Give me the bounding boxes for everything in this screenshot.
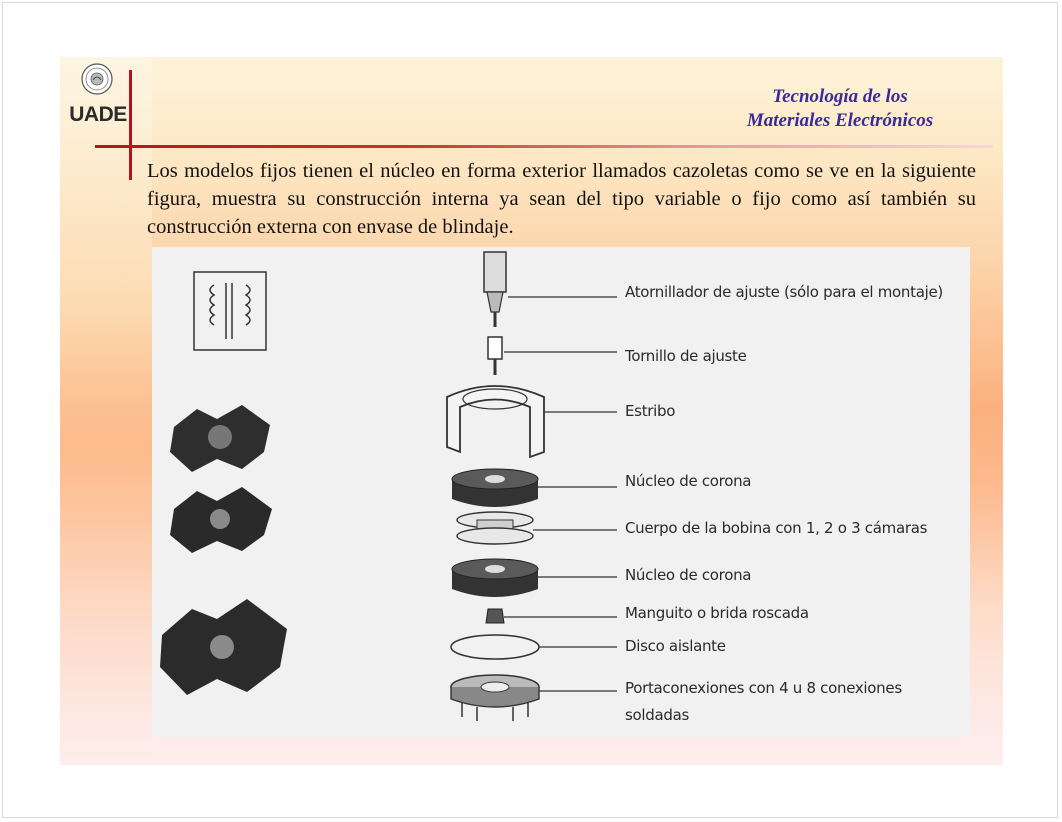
- label-terminal-holder: Portaconexiones con 4 u 8 conexiones: [625, 679, 902, 697]
- body-paragraph: Los modelos fijos tienen el núcleo en forma exterior llamados cazoletas como se ve en la siguiente figura, muestra su construcción interna ya sean del tipo variable o fijo como así también su construcción externa con envase de blindaje.: [147, 160, 976, 238]
- pot-core-exploded-figure: [152, 247, 970, 737]
- uade-logo: [68, 63, 127, 133]
- label-terminal-holder-cont: soldadas: [625, 706, 690, 724]
- course-title: [710, 85, 970, 133]
- crown-core-upper-icon: [452, 469, 538, 507]
- label-coil-former: Cuerpo de la bobina con 1, 2 o 3 cámaras: [625, 519, 928, 537]
- inductor-symbol-icon: [194, 272, 266, 350]
- course-title-line-1: Tecnología de los: [772, 86, 908, 107]
- left-band: [60, 57, 152, 765]
- stirrup-icon: [447, 386, 544, 457]
- university-seal-icon: [81, 63, 113, 95]
- crown-core-lower-icon: [452, 559, 538, 597]
- horizontal-rule: [95, 145, 993, 148]
- label-crown-core-upper: Núcleo de corona: [625, 472, 752, 490]
- pot-core-piece-2-icon: [170, 487, 272, 553]
- screwdriver-icon: [484, 252, 506, 327]
- pot-core-shielded-icon: [160, 599, 287, 695]
- insulating-disc-icon: [451, 635, 539, 659]
- adjusting-screw-icon: [488, 337, 502, 375]
- label-threaded-sleeve: Manguito o brida roscada: [625, 604, 809, 622]
- label-stirrup: Estribo: [625, 402, 676, 420]
- label-adjusting-screw: Tornillo de ajuste: [625, 347, 747, 365]
- label-screwdriver: Atornillador de ajuste (sólo para el montaje): [625, 283, 943, 301]
- coil-former-icon: [457, 512, 533, 544]
- pot-core-piece-1-icon: [170, 405, 270, 472]
- label-crown-core-lower: Núcleo de corona: [625, 566, 752, 584]
- vertical-rule: [129, 70, 132, 180]
- threaded-sleeve-icon: [486, 609, 504, 623]
- figure-drawing: [152, 247, 970, 737]
- label-insulating-disc: Disco aislante: [625, 637, 726, 655]
- terminal-holder-icon: [451, 675, 539, 721]
- course-title-line-2: Materiales Electrónicos: [746, 110, 934, 131]
- logo-text: UADE: [69, 103, 127, 126]
